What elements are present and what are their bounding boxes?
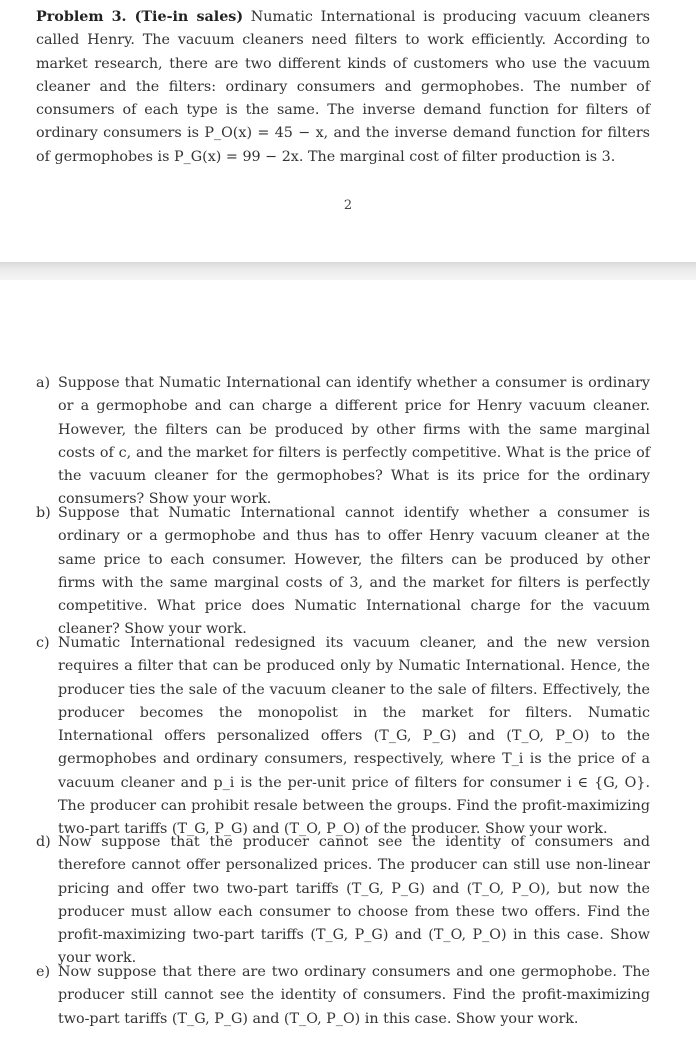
problem-intro <box>36 6 650 169</box>
part-label: d) <box>36 834 51 850</box>
part-text: Suppose that Numatic International cannot identify whether a consumer is ordinary or a germophobe and thus has to offer Henry vacuum cleaner at the same price to each consumer. However, the filters can be produced by other firms with the same marginal costs of 3, and the market for filters is perfectly competitive. What price does Numatic International charge for the vacuum cleaner? Show your work. <box>58 505 650 638</box>
page-1 <box>0 0 696 262</box>
page-number: 2 <box>343 198 353 213</box>
part-text: Now suppose that there are two ordinary consumers and one germophobe. The producer still cannot see the identity of consumers. Find the profit-maximizing two-part tariffs (T_G, P_G) and (T_O, P_O) in this case. Show your work. <box>58 964 650 1027</box>
part-label: b) <box>36 505 51 521</box>
part-label: c) <box>36 635 50 651</box>
part-label: e) <box>36 964 51 980</box>
problem-heading: Problem 3. (Tie-in sales) <box>36 9 244 25</box>
part-b <box>36 502 650 642</box>
part-text: Now suppose that the producer cannot see the identity of consumers and therefore cannot offer personalized prices. The producer can still use non-linear pricing and offer two two-part tariffs (T_G, P_G) and (T_O, P_O), but now the producer must allow each consumer to choose from these two offers. Find the profit-maximizing two-part tariffs (T_G, P_G) and (T_O, P_O) in this case. Show your work. <box>58 834 650 967</box>
part-d <box>36 831 650 971</box>
page-separator <box>0 262 696 280</box>
part-a <box>36 372 650 512</box>
part-c <box>36 632 650 842</box>
part-label: a) <box>36 375 51 391</box>
part-e <box>36 961 650 1031</box>
part-text: Suppose that Numatic International can identify whether a consumer is ordinary or a germophobe and can charge a different price for Henry vacuum cleaner. However, the filters can be produced by other firms with the same marginal costs of c, and the market for filters is perfectly competitive. What is the price of the vacuum cleaner for the germophobes? What is its price for the ordinary consumers? Show your work. <box>58 375 650 508</box>
problem-text: Numatic International is producing vacuum cleaners called Henry. The vacuum cleaners need filters to work efficiently. According to market research, there are two different kinds of customers who use the vacuum cleaner and the filters: ordinary consumers and germophobes. The number of consumers of each type is the same. The inverse demand function for filters of ordinary consumers is P_O(x) = 45 − x, and the inverse demand function for filters of germophobes is P_G(x) = 99 − 2x. The marginal cost of filter production is 3. <box>36 9 650 165</box>
part-text: Numatic International redesigned its vacuum cleaner, and the new version requires a filter that can be produced only by Numatic International. Hence, the producer ties the sale of the vacuum cleaner to the sale of filters. Effectively, the producer becomes the monopolist in the market for filters. Numatic International offers personalized offers (T_G, P_G) and (T_O, P_O) to the germophobes and ordinary consumers, respectively, where T_i is the price of a vacuum cleaner and p_i is the per-unit price of filters for consumer i ∈ {G, O}. The producer can prohibit resale between the groups. Find the profit-maximizing two-part tariffs (T_G, P_G) and (T_O, P_O) of the producer. Show your work. <box>58 635 650 838</box>
